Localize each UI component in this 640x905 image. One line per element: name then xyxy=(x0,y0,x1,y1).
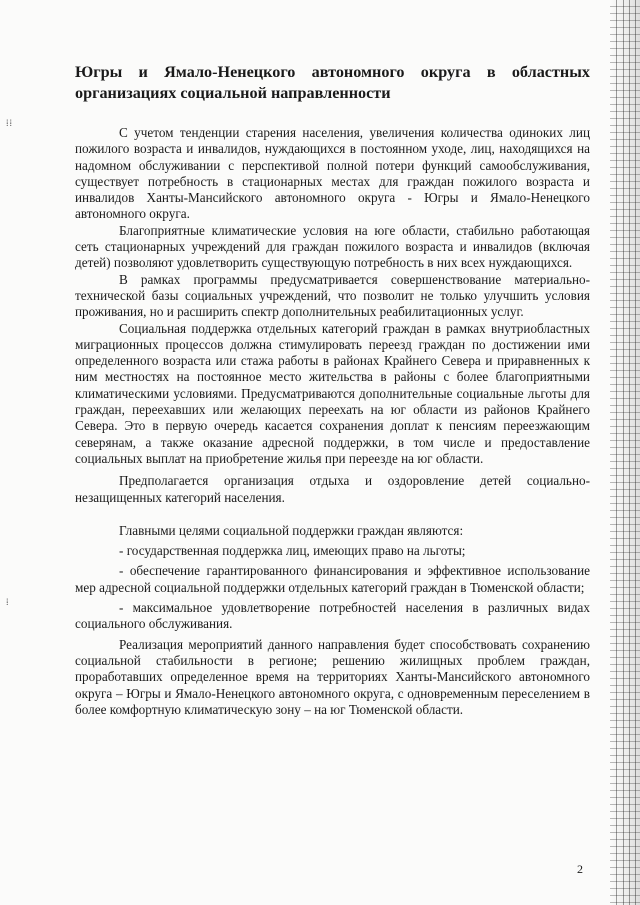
paragraph-climate-conditions: Благоприятные климатические условия на юге области, стабильно работающая сеть стационарных учреждений для граждан пожилого возраста и инвалидов (включая детей) позволяют удовлетворить существующую потребность в них всех нуждающихся. xyxy=(75,222,590,271)
paragraph-children-recreation: Предполагается организация отдыха и оздоровление детей социально-незащищенных категорий населения. xyxy=(75,473,590,505)
paragraph-social-support-migration: Социальная поддержка отдельных категорий граждан в рамках внутриобластных миграционных процессов должна стимулировать переезд граждан по достижении ими определенного возраста или стажа работы в районах Крайнего Севера и приравненных к ним местностях на постоянное место жительства в районы с более благоприятными климатическими условиями. Предусматриваются дополнительные социальные льготы для граждан, переехавших или желающих переехать на юг области из районов Крайнего Севера. Это в первую очередь касается сохранения доплат к пенсиям переезжающим северянам, а также оказание адресной поддержки, в том числе и предоставление социальных выплат на приобретение жилья при переезде на юг области. xyxy=(75,320,590,466)
paragraph-main-goals-intro: Главными целями социальной поддержки граждан являются: xyxy=(119,522,464,538)
paragraph-program-improvement: В рамках программы предусматривается совершенствование материально-технической базы социальных учреждений, что позволит не только улучшить условия проживания, но и расширить спектр дополнительных реабилитационных услуг. xyxy=(75,271,590,320)
paragraph-implementation-outcome: Реализация мероприятий данного направления будет способствовать сохранению социальной стабильности в регионе; решению жилищных проблем граждан, проработавших определенное время на территориях Ханты-Мансийского автономного округа – Югры и Ямало-Ненецкого автономного округа, с одновременным переселением в более комфортную климатическую зону – на юг Тюменской области. xyxy=(75,636,590,717)
scan-edge-artifact xyxy=(610,0,640,905)
page-number: 2 xyxy=(577,862,583,876)
list-item-state-support: - государственная поддержка лиц, имеющих право на льготы; xyxy=(119,543,466,559)
list-item-maximum-satisfaction: - максимальное удовлетворение потребностей населения в различных видах социального обслуживания. xyxy=(75,600,590,632)
section-heading: Югры и Ямало-Ненецкого автономного округа в областных организациях социальной направленности xyxy=(75,63,590,102)
document-body xyxy=(75,125,590,718)
scan-artifact-left-top: ⁞⁞ xyxy=(6,118,14,128)
scan-artifact-left-bottom: ⁞ xyxy=(6,597,10,607)
list-item-guaranteed-financing: - обеспечение гарантированного финансирования и эффективное использование мер адресной социальной поддержки отдельных категорий граждан в Тюменской области; xyxy=(75,563,590,595)
paragraph-aging-population: С учетом тенденции старения населения, увеличения количества одиноких лиц пожилого возраста и инвалидов, нуждающихся в постоянном уходе, лиц, находящихся на надомном обслуживании с перспективой полной потери функций самообслуживания, существует потребность в стационарных местах для граждан пожилого возраста и инвалидов Ханты-Мансийского автономного округа - Югры и Ямало-Ненецкого автономного округа. xyxy=(75,125,590,222)
